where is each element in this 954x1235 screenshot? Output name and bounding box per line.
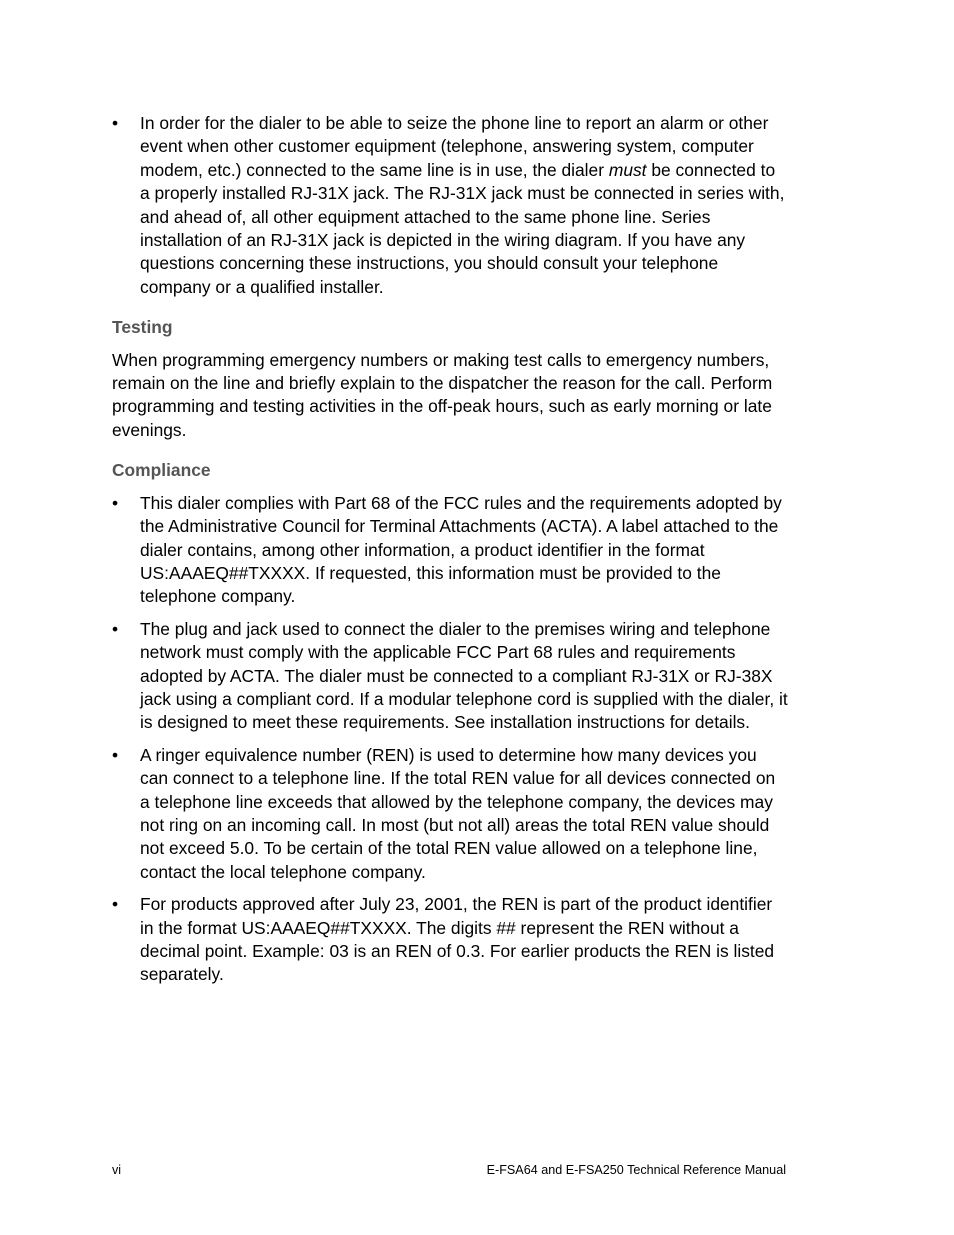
bullet-marker: •	[112, 492, 119, 513]
bullet-marker: •	[112, 894, 119, 915]
intro-text-part2: be connected to a properly installed RJ-31X jack. The RJ-31X jack must be connected in series with, and ahead of, all other equipment attached to the same phone line. Series installation of an RJ-31X jack is depicted in the wiring diagram. If you have any questions concerning these instructions, you should consult your telephone company or a qualified installer.	[140, 159, 785, 297]
intro-emphasis: must	[608, 159, 647, 180]
testing-paragraph: When programming emergency numbers or making test calls to emergency numbers, remain on the line and briefly explain to the dispatcher the reason for the call. Perform programming and testing activities in the off-peak hours, such as early morning or late evenings.	[112, 349, 773, 440]
compliance-bullet-text: This dialer complies with Part 68 of the FCC rules and the requirements adopted by the Administrative Council for Terminal Attachments (ACTA). A label attached to the dialer contains, among other information, a product identifier in the format US:AAAEQ##TXXXX. If requested, this information must be provided to the telephone company.	[140, 492, 782, 607]
intro-text-part1: In order for the dialer to be able to seize the phone line to report an alarm or other event when other customer equipment (telephone, answering system, computer modem, etc.) connected to the same line is in use, the dialer	[140, 113, 769, 180]
compliance-bullet-text: For products approved after July 23, 2001, the REN is part of the product identifier in the format US:AAAEQ##TXXXX. The digits ## represent the REN without a decimal point. Example: 03 is an REN of 0.3. For earlier products the REN is listed separately.	[140, 894, 775, 985]
bullet-marker: •	[112, 113, 119, 133]
compliance-bullet-ren-identifier	[112, 893, 788, 987]
compliance-bullet-ren	[112, 744, 788, 884]
testing-heading: Testing	[112, 317, 173, 338]
page-body	[112, 112, 788, 996]
bullet-marker: •	[112, 744, 119, 765]
page-number: vi	[112, 1163, 122, 1177]
bullet-marker: •	[112, 618, 119, 639]
manual-title: E-FSA64 and E-FSA250 Technical Reference Manual	[486, 1163, 786, 1177]
intro-bullet	[112, 112, 788, 299]
compliance-bullet-fcc	[112, 492, 788, 609]
compliance-bullet-plug-jack	[112, 618, 788, 735]
compliance-bullet-text: A ringer equivalence number (REN) is used to determine how many devices you can connect to a telephone line. If the total REN value for all devices connected on a telephone line exceeds that allowed by the telephone company, the devices may not ring on an incoming call. In most (but not all) areas the total REN value should not exceed 5.0. To be certain of the total REN value allowed on a telephone line, contact the local telephone company.	[140, 744, 776, 882]
compliance-bullet-text: The plug and jack used to connect the dialer to the premises wiring and telephone network must comply with the applicable FCC Part 68 rules and requirements adopted by ACTA. The dialer must be connected to a compliant RJ-31X or RJ-38X jack using a compliant cord. If a modular telephone cord is supplied with the dialer, it is designed to meet these requirements. See installation instructions for details.	[140, 618, 788, 733]
compliance-heading: Compliance	[112, 460, 211, 481]
page-footer	[112, 1163, 786, 1177]
